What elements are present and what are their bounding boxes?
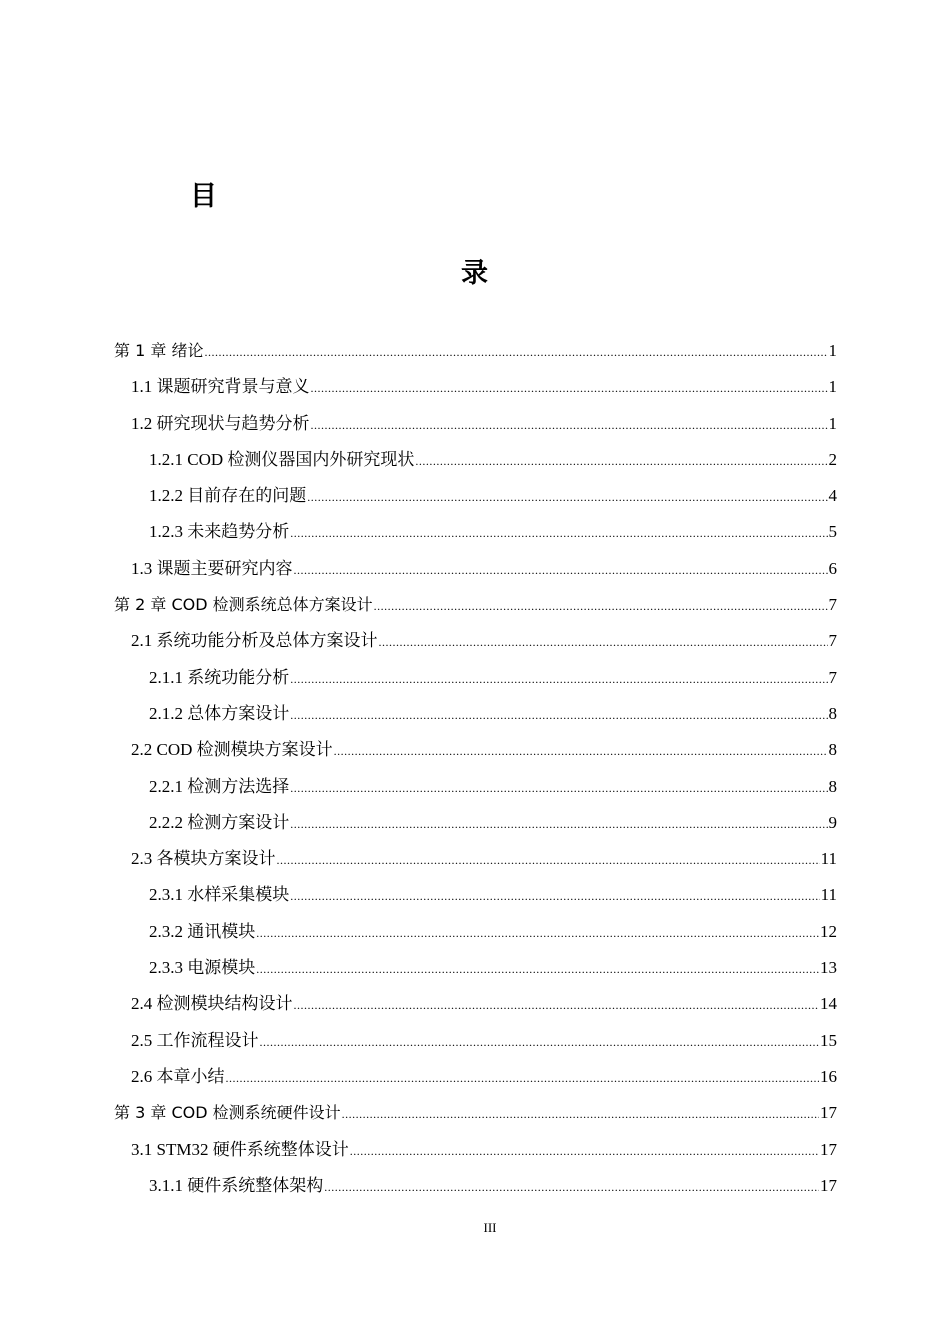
toc-entry-page-number: 2 [828, 449, 837, 469]
toc-entry-label: 2.3.2 通讯模块 [149, 921, 256, 941]
toc-dot-leader [415, 443, 827, 479]
toc-entry[interactable] [114, 841, 837, 877]
toc-entry-label: 2.6 本章小结 [131, 1066, 225, 1086]
toc-entry[interactable] [114, 805, 837, 841]
toc-dot-leader [204, 334, 827, 370]
page-number: III [483, 1220, 497, 1235]
toc-dot-leader [294, 552, 828, 588]
toc-entry-page-number: 11 [820, 849, 837, 869]
toc-entry-page-number: 8 [828, 703, 837, 723]
table-of-contents [114, 333, 837, 1204]
toc-dot-leader [290, 770, 827, 806]
toc-dot-leader [226, 1060, 820, 1096]
toc-entry[interactable] [114, 914, 837, 950]
toc-entry[interactable] [114, 1023, 837, 1059]
toc-entry-page-number: 17 [820, 1139, 837, 1159]
toc-entry[interactable] [114, 623, 837, 659]
toc-entry[interactable] [114, 1059, 837, 1095]
toc-entry-label: 第 3 章 COD 检测系统硬件设计 [114, 1103, 341, 1123]
toc-entry-page-number: 1 [828, 341, 837, 360]
toc-entry-label: 2.2.2 检测方案设计 [149, 812, 290, 832]
toc-dot-leader [290, 878, 819, 914]
toc-entry-label: 2.3.1 水样采集模块 [149, 885, 290, 905]
toc-entry-page-number: 7 [828, 667, 837, 687]
toc-dot-leader [294, 987, 820, 1023]
toc-dot-leader [379, 624, 828, 660]
toc-entry-label: 3.1 STM32 硬件系统整体设计 [131, 1139, 349, 1159]
toc-entry-label: 2.1.2 总体方案设计 [149, 703, 290, 723]
toc-dot-leader [324, 1169, 819, 1205]
toc-entry-page-number: 14 [820, 994, 837, 1014]
toc-entry[interactable] [114, 333, 837, 369]
toc-entry-page-number: 12 [820, 921, 837, 941]
toc-dot-leader [290, 515, 827, 551]
toc-entry-page-number: 7 [828, 595, 837, 615]
toc-entry-label: 2.3 各模块方案设计 [131, 849, 276, 869]
toc-entry-label: 2.2 COD 检测模块方案设计 [131, 740, 333, 760]
toc-entry[interactable] [114, 406, 837, 442]
toc-dot-leader [307, 479, 827, 515]
toc-entry-label: 1.2.2 目前存在的问题 [149, 486, 307, 506]
toc-entry-label: 第 2 章 COD 检测系统总体方案设计 [114, 595, 373, 615]
toc-entry-page-number: 11 [820, 885, 837, 905]
toc-entry[interactable] [114, 1168, 837, 1204]
toc-dot-leader [374, 588, 828, 624]
toc-entry[interactable] [114, 950, 837, 986]
toc-entry-page-number: 4 [828, 486, 837, 506]
toc-entry[interactable] [114, 986, 837, 1022]
toc-entry-label: 第 1 章 绪论 [114, 341, 204, 360]
toc-entry-page-number: 17 [820, 1103, 837, 1123]
toc-entry[interactable] [114, 442, 837, 478]
toc-title-char-2: 录 [461, 258, 488, 289]
toc-dot-leader [277, 842, 820, 878]
toc-entry[interactable] [114, 769, 837, 805]
toc-entry-label: 1.2.3 未来趋势分析 [149, 522, 290, 542]
toc-entry-page-number: 17 [820, 1175, 837, 1195]
toc-entry-label: 2.4 检测模块结构设计 [131, 994, 293, 1014]
toc-entry-label: 1.1 课题研究背景与意义 [131, 377, 310, 397]
toc-dot-leader [256, 915, 819, 951]
toc-dot-leader [290, 661, 827, 697]
toc-dot-leader [311, 407, 828, 443]
toc-entry-label: 1.2.1 COD 检测仪器国内外研究现状 [149, 449, 415, 469]
toc-entry[interactable] [114, 1095, 837, 1131]
toc-entry[interactable] [114, 1132, 837, 1168]
toc-dot-leader [334, 733, 828, 769]
toc-entry-page-number: 13 [820, 958, 837, 978]
toc-entry-label: 1.2 研究现状与趋势分析 [131, 413, 310, 433]
toc-entry-label: 2.1 系统功能分析及总体方案设计 [131, 631, 378, 651]
toc-dot-leader [311, 370, 828, 406]
toc-entry-page-number: 16 [820, 1066, 837, 1086]
toc-entry[interactable] [114, 369, 837, 405]
toc-entry-page-number: 5 [828, 522, 837, 542]
toc-dot-leader [342, 1096, 819, 1132]
toc-entry[interactable] [114, 696, 837, 732]
toc-entry[interactable] [114, 478, 837, 514]
toc-entry[interactable] [114, 732, 837, 768]
toc-dot-leader [260, 1024, 820, 1060]
toc-entry-label: 2.2.1 检测方法选择 [149, 776, 290, 796]
toc-entry-page-number: 1 [828, 413, 837, 433]
toc-entry-page-number: 9 [828, 812, 837, 832]
toc-entry-page-number: 8 [828, 776, 837, 796]
toc-entry-page-number: 8 [828, 740, 837, 760]
toc-entry-label: 3.1.1 硬件系统整体架构 [149, 1175, 324, 1195]
toc-entry-page-number: 15 [820, 1030, 837, 1050]
toc-entry-page-number: 6 [828, 558, 837, 578]
toc-entry[interactable] [114, 551, 837, 587]
toc-dot-leader [256, 951, 819, 987]
toc-entry-label: 2.3.3 电源模块 [149, 958, 256, 978]
toc-dot-leader [290, 697, 827, 733]
toc-dot-leader [290, 806, 827, 842]
toc-entry[interactable] [114, 877, 837, 913]
toc-entry[interactable] [114, 514, 837, 550]
toc-entry-label: 2.5 工作流程设计 [131, 1030, 259, 1050]
toc-entry[interactable] [114, 660, 837, 696]
toc-dot-leader [350, 1133, 819, 1169]
toc-entry-page-number: 1 [828, 377, 837, 397]
toc-entry-label: 2.1.1 系统功能分析 [149, 667, 290, 687]
toc-entry-page-number: 7 [828, 631, 837, 651]
toc-entry-label: 1.3 课题主要研究内容 [131, 558, 293, 578]
toc-entry[interactable] [114, 587, 837, 623]
toc-title-char-1: 目 [190, 181, 217, 212]
